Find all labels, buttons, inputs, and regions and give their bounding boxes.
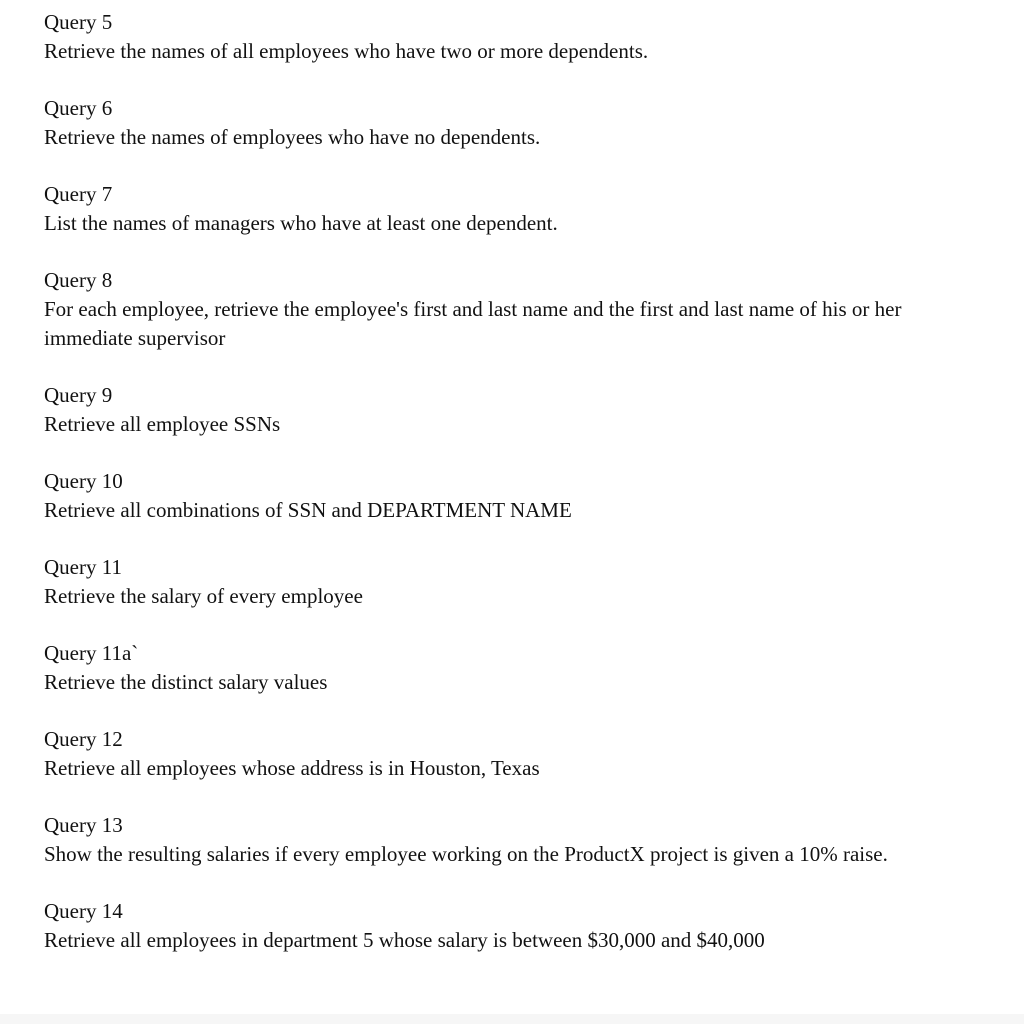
query-description: For each employee, retrieve the employee's first and last name and the first and last name of his or her immediate supervisor [44, 297, 902, 350]
query-description: Retrieve all employees in department 5 whose salary is between $30,000 and $40,000 [44, 928, 765, 952]
query-block [44, 639, 974, 697]
query-title: Query 6 [44, 96, 113, 120]
query-description: List the names of managers who have at least one dependent. [44, 211, 558, 235]
query-block [44, 381, 974, 439]
query-title: Query 10 [44, 469, 123, 493]
query-description: Retrieve the names of all employees who have two or more dependents. [44, 39, 649, 63]
query-block [44, 94, 974, 152]
query-title: Query 8 [44, 268, 113, 292]
query-title: Query 14 [44, 899, 123, 923]
document-body [44, 8, 974, 983]
query-title: Query 13 [44, 813, 123, 837]
query-description: Retrieve the names of employees who have no dependents. [44, 125, 541, 149]
query-block [44, 553, 974, 611]
query-title: Query 5 [44, 10, 113, 34]
query-description: Retrieve all employees whose address is in Houston, Texas [44, 756, 540, 780]
query-description: Show the resulting salaries if every employee working on the ProductX project is given a 10% raise. [44, 842, 888, 866]
query-block [44, 725, 974, 783]
query-description: Retrieve the distinct salary values [44, 670, 328, 694]
query-block [44, 180, 974, 238]
query-block [44, 8, 974, 66]
query-title: Query 7 [44, 182, 113, 206]
query-description: Retrieve the salary of every employee [44, 584, 363, 608]
query-title: Query 11 [44, 555, 122, 579]
query-title: Query 9 [44, 383, 113, 407]
query-block [44, 467, 974, 525]
query-description: Retrieve all combinations of SSN and DEPARTMENT NAME [44, 498, 572, 522]
page-bottom-edge [0, 1014, 1024, 1024]
query-block [44, 811, 974, 869]
query-block [44, 266, 974, 353]
query-description: Retrieve all employee SSNs [44, 412, 281, 436]
query-block [44, 897, 974, 955]
query-title: Query 12 [44, 727, 123, 751]
query-title: Query 11a` [44, 641, 139, 665]
